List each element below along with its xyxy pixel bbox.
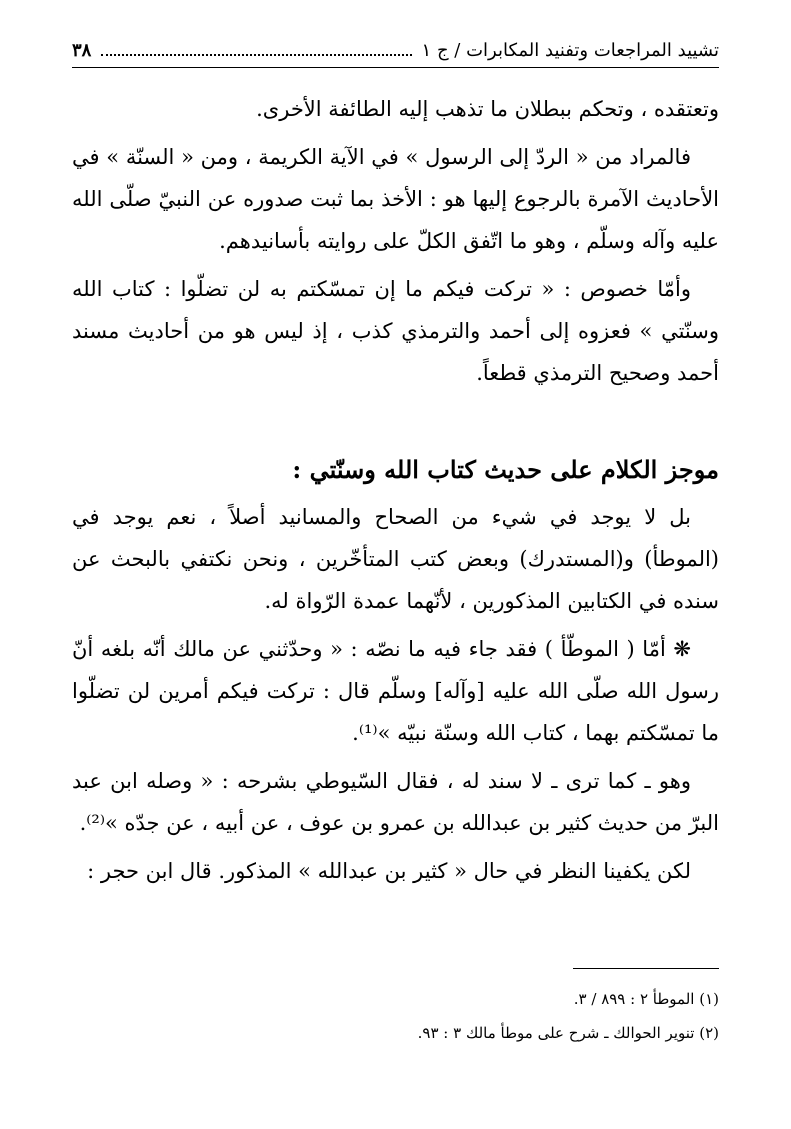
paragraph: لكن يكفينا النظر في حال « كثير بن عبدالله » المذكور. قال ابن حجر : <box>87 859 691 883</box>
page-body <box>72 88 719 898</box>
footnote: (١) الموطأ ٢ : ٨٩٩ / ٣. <box>573 990 719 1008</box>
running-head-title: تشييد المراجعات وتفنيد المكابرات / ج ١ <box>421 40 719 61</box>
paragraph: وتعتقده ، وتحكم ببطلان ما تذهب إليه الطائفة الأخرى. <box>256 97 719 121</box>
page-number: ٣٨ <box>72 40 92 61</box>
paragraph: ❋ أمّا ( الموطّأ ) فقد جاء فيه ما نصّه : « وحدّثني عن مالك أنّه بلغه أنّ رسول الله صلّى الله عليه [وآله] وسلّم قال : تركت فيكم أمرين لن تضلّوا ما تمسّكتم بهما ، كتاب الله وسنّة نبيّه »⁽¹⁾. <box>72 637 719 745</box>
running-head <box>72 30 719 64</box>
paragraph: فالمراد من « الردّ إلى الرسول » في الآية الكريمة ، ومن « السنّة » في الأحاديث الآمرة بالرجوع إليها هو : الأخذ بما ثبت صدوره عن النبيّ صلّى الله عليه وآله وسلّم ، وهو ما اتّفق الكلّ على روايته بأسانيدهم. <box>72 145 719 253</box>
footnote-separator <box>573 968 719 969</box>
footnotes <box>72 982 719 1050</box>
paragraph: وأمّا خصوص : « تركت فيكم ما إن تمسّكتم به لن تضلّوا : كتاب الله وسنّتي » فعزوه إلى أحمد والترمذي كذب ، إذ ليس هو من أحاديث مسند أحمد وصحيح الترمذي قطعاً. <box>72 277 719 385</box>
section-heading: موجز الكلام على حديث كتاب الله وسنّتي : <box>292 455 719 484</box>
paragraph: وهو ـ كما ترى ـ لا سند له ، فقال السّيوطي بشرحه : « وصله ابن عبد البرّ من حديث كثير بن عبدالله بن عمرو بن عوف ، عن أبيه ، عن جدّه »⁽²⁾. <box>72 769 719 835</box>
running-head-leader-dots <box>101 54 411 56</box>
header-rule <box>72 67 719 68</box>
footnote: (٢) تنوير الحوالك ـ شرح على موطأ مالك ٣ : ٩٣. <box>417 1024 719 1042</box>
paragraph: بل لا يوجد في شيء من الصحاح والمسانيد أصلاً ، نعم يوجد في (الموطأ) و(المستدرك) وبعض كتب المتأخّرين ، ونحن نكتفي بالبحث عن سنده في الكتابين المذكورين ، لأنّهما عمدة الرّواة له. <box>72 505 719 613</box>
